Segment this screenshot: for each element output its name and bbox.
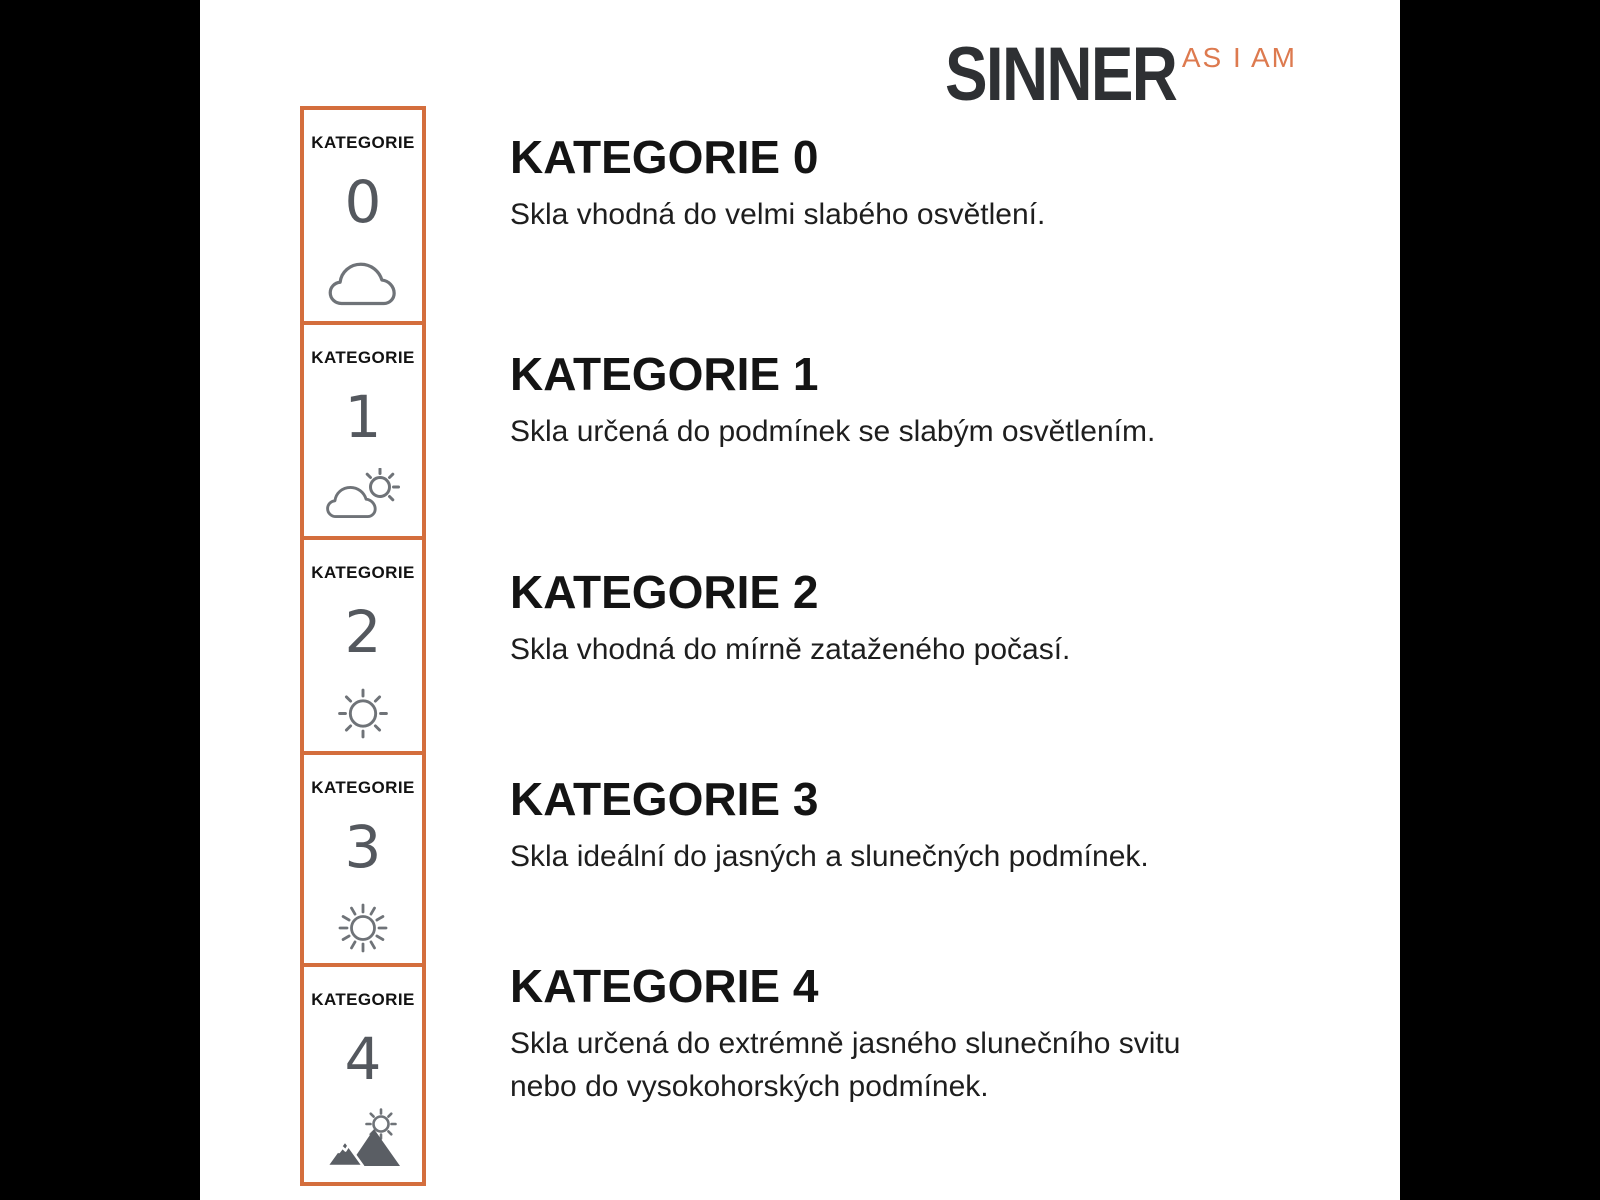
category-title: KATEGORIE 3: [510, 773, 819, 825]
category-info-1: [510, 348, 1300, 453]
badge-label: KATEGORIE: [311, 563, 415, 582]
letterbox-right: [1400, 0, 1600, 1200]
category-badge-1: [300, 321, 426, 544]
badge-number: 0: [344, 168, 382, 236]
category-title: KATEGORIE 4: [510, 960, 819, 1012]
content-area: [200, 0, 1400, 1200]
category-description: Skla vhodná do mírně zataženého počasí.: [510, 632, 1071, 666]
badge-number: 4: [344, 1025, 382, 1093]
category-info-0: [510, 131, 1300, 236]
bright-sun-icon: [323, 898, 403, 956]
category-badge-3: [300, 751, 426, 974]
category-badge-4: [300, 963, 426, 1186]
brand-logo: [901, 32, 1297, 117]
category-info-2: [510, 566, 1300, 671]
badge-number: 1: [344, 383, 382, 451]
cloud-icon: [325, 253, 401, 311]
category-badge-0: [300, 106, 426, 329]
category-title: KATEGORIE 2: [510, 566, 819, 618]
badge-label: KATEGORIE: [311, 778, 415, 797]
sun-behind-cloud-icon: [323, 468, 403, 526]
sun-icon: [324, 683, 402, 741]
category-title: KATEGORIE 1: [510, 348, 819, 400]
category-description: Skla určená do podmínek se slabým osvětlením.: [510, 414, 1156, 448]
badge-label: KATEGORIE: [311, 990, 415, 1009]
category-info-4: [510, 960, 1300, 1109]
badge-number: 3: [344, 813, 382, 881]
brand-tagline: AS I AM: [1181, 42, 1297, 73]
badge-number: 2: [344, 598, 382, 666]
category-description: Skla ideální do jasných a slunečných podmínek.: [510, 839, 1149, 873]
category-badge-2: [300, 536, 426, 759]
badge-label: KATEGORIE: [311, 348, 415, 367]
category-info-3: [510, 773, 1300, 878]
letterbox-left: [0, 0, 200, 1200]
category-description: Skla určená do extrémně jasného slunečního svitu nebo do vysokohorských podmínek.: [510, 1026, 1181, 1104]
category-description: Skla vhodná do velmi slabého osvětlení.: [510, 197, 1046, 231]
badge-label: KATEGORIE: [311, 133, 415, 152]
brand-name: SINNER: [944, 32, 1176, 117]
category-title: KATEGORIE 0: [510, 131, 819, 183]
mountains-sun-icon: [323, 1110, 403, 1168]
